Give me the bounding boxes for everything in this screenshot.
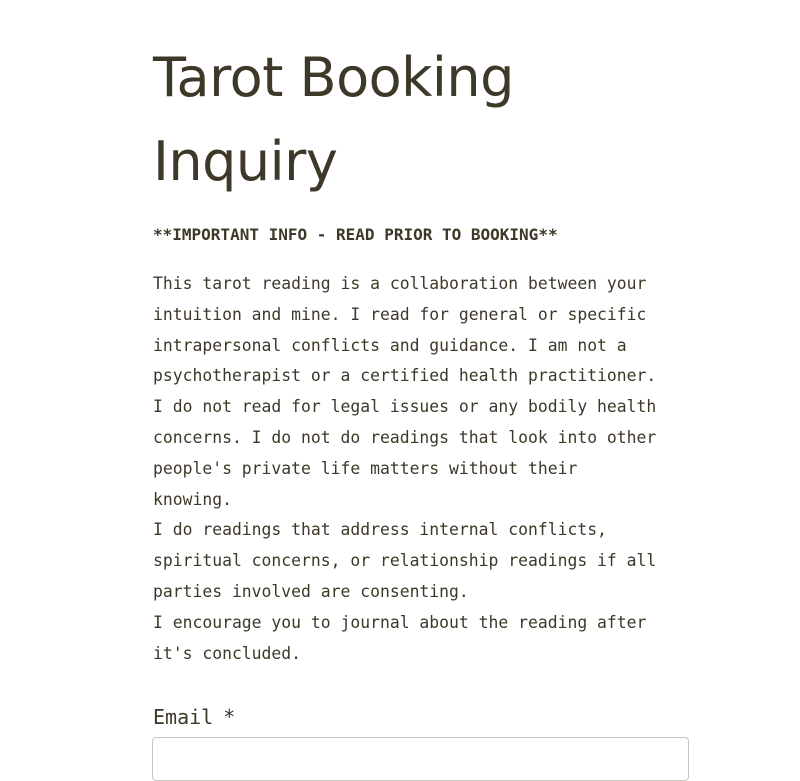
description-line: knowing. (153, 489, 232, 509)
email-label-text: Email (153, 705, 214, 729)
description-line: parties involved are consenting. (153, 581, 469, 601)
description-line: This tarot reading is a collaboration between your (153, 274, 647, 293)
description-line: intrapersonal conflicts and guidance. I am not a (153, 335, 627, 355)
booking-form (153, 36, 693, 669)
form-title-line-2: Inquiry (153, 130, 338, 193)
description-line: I do not read for legal issues or any bodily health (153, 397, 657, 417)
description-line: psychotherapist or a certified health practitioner. (153, 366, 657, 386)
form-title-line-1: Tarot Booking (153, 46, 514, 109)
description-line: intuition and mine. I read for general or specific (153, 304, 647, 324)
description-line: it's concluded. (153, 643, 302, 663)
form-description (153, 269, 693, 669)
description-line: spiritual concerns, or relationship readings if all (153, 551, 657, 571)
email-label (153, 703, 235, 731)
description-line: concerns. I do not do readings that look into other (153, 427, 657, 447)
description-line: I encourage you to journal about the reading after (153, 612, 647, 632)
important-info-heading: **IMPORTANT INFO - READ PRIOR TO BOOKING** (153, 225, 558, 244)
form-title (153, 36, 693, 204)
email-field[interactable] (152, 737, 689, 781)
description-line: people's private life matters without their (153, 458, 578, 478)
required-marker: * (223, 705, 236, 729)
description-line: I do readings that address internal conflicts, (153, 520, 607, 540)
